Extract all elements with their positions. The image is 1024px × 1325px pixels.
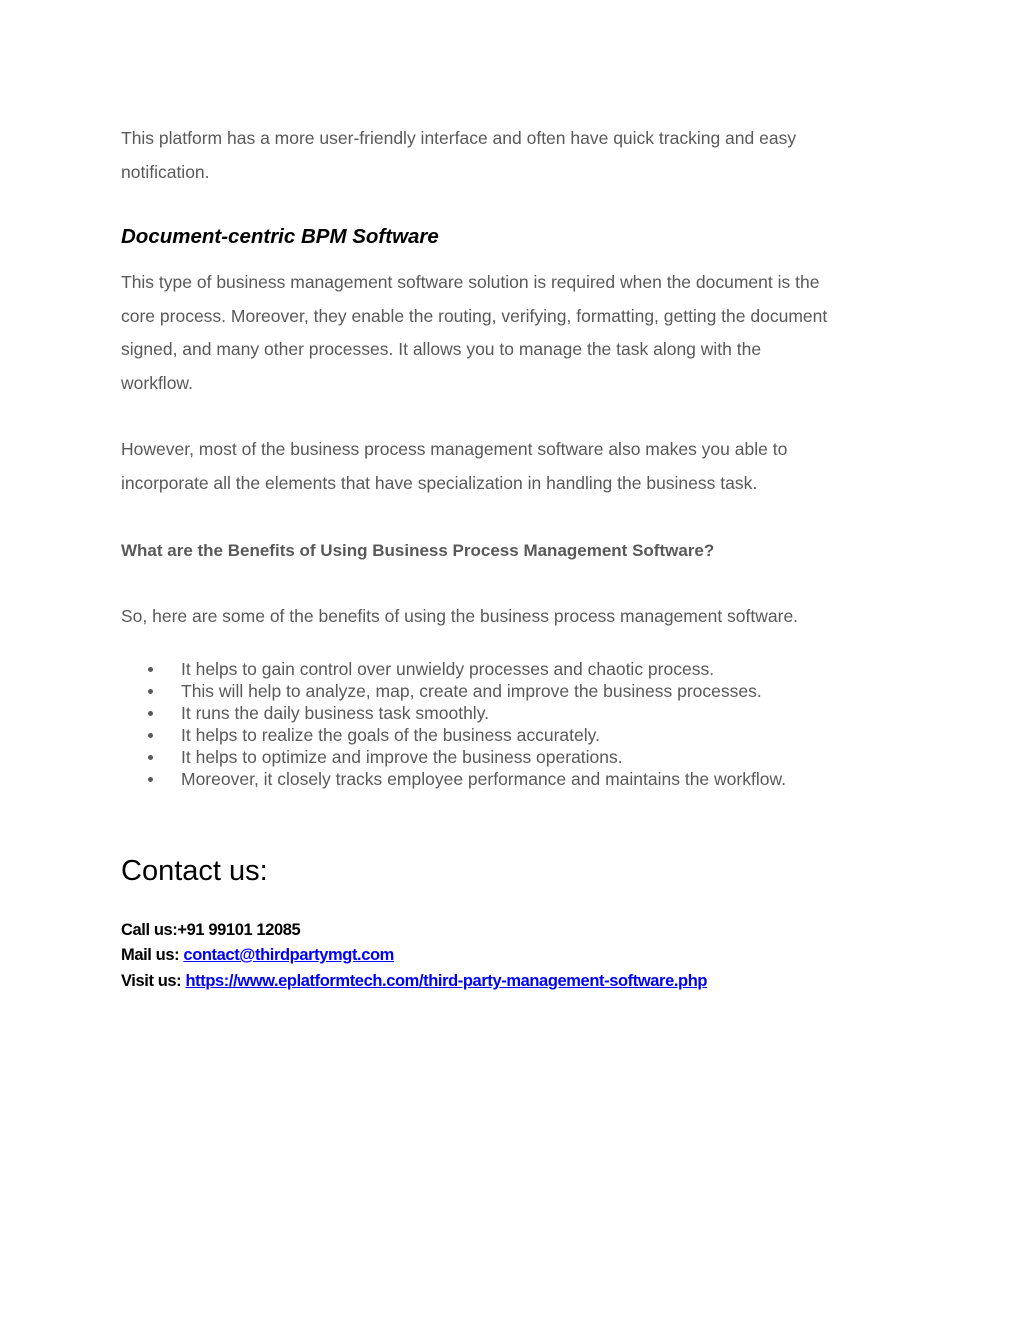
benefits-intro: So, here are some of the benefits of using the business process management software. [121, 606, 799, 626]
mail-label: Mail us: [121, 946, 184, 964]
paragraph-line: However, most of the business process management software also makes you able to [121, 439, 788, 459]
benefits-list [121, 658, 786, 790]
contact-mail [121, 946, 394, 965]
intro-line: This platform has a more user-friendly interface and often have quick tracking and easy [121, 128, 797, 148]
bullet-icon [148, 733, 153, 738]
list-item [121, 768, 786, 790]
list-item-text: It helps to realize the goals of the business accurately. [181, 725, 600, 745]
bullet-icon [148, 777, 153, 782]
document-centric-paragraph-2 [121, 433, 787, 500]
paragraph-line: workflow. [121, 372, 193, 393]
list-item [121, 746, 786, 768]
list-item-text: It helps to optimize and improve the business operations. [181, 747, 623, 767]
list-item-text: It runs the daily business task smoothly. [181, 703, 490, 723]
mail-link[interactable]: contact@thirdpartymgt.com [183, 946, 394, 964]
benefits-heading: What are the Benefits of Using Business Process Management Software? [121, 541, 715, 560]
contact-phone: Call us:+91 99101 12085 [121, 921, 301, 939]
visit-link[interactable]: https://www.eplatformtech.com/third-party-management-software.php [185, 972, 708, 990]
list-item-text: Moreover, it closely tracks employee performance and maintains the workflow. [181, 769, 786, 789]
paragraph-line: core process. Moreover, they enable the routing, verifying, formatting, getting the document [121, 305, 828, 326]
list-item-text: It helps to gain control over unwieldy processes and chaotic process. [181, 659, 715, 679]
contact-visit [121, 972, 707, 991]
list-item [121, 724, 786, 746]
paragraph-line: This type of business management software solution is required when the document is the [121, 272, 820, 292]
list-item [121, 702, 786, 724]
visit-label: Visit us: [121, 972, 186, 990]
list-item-text: This will help to analyze, map, create and improve the business processes. [181, 681, 762, 701]
paragraph-line: signed, and many other processes. It allows you to manage the task along with the [121, 339, 762, 359]
list-item [121, 680, 786, 702]
document-centric-heading: Document-centric BPM Software [121, 225, 439, 248]
bullet-icon [148, 667, 153, 672]
bullet-icon [148, 711, 153, 716]
bullet-icon [148, 755, 153, 760]
list-item [121, 658, 786, 680]
document-centric-paragraph-1 [121, 266, 827, 400]
paragraph-line: incorporate all the elements that have specialization in handling the business task. [121, 472, 758, 493]
intro-line: notification. [121, 161, 210, 182]
contact-title: Contact us: [121, 855, 268, 887]
intro-paragraph [121, 122, 796, 189]
bullet-icon [148, 689, 153, 694]
